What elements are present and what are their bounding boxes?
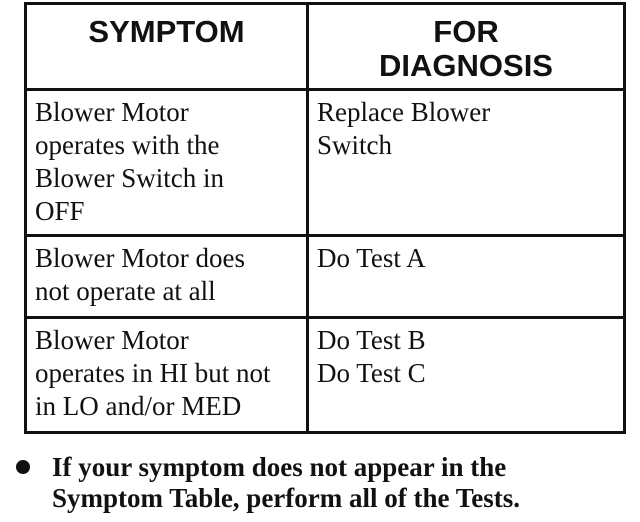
cell-line: Switch xyxy=(317,130,393,160)
cell-line: Do Test A xyxy=(317,243,426,273)
bullet-icon xyxy=(16,460,30,474)
header-diagnosis xyxy=(308,4,625,90)
header-symptom xyxy=(26,4,308,90)
table-row xyxy=(26,236,625,318)
cell-line: Blower Switch in xyxy=(35,163,224,193)
cell-line: not operate at all xyxy=(35,276,216,306)
table-row xyxy=(26,90,625,236)
cell-line: Do Test C xyxy=(317,358,426,388)
note xyxy=(16,452,626,514)
header-diagnosis-line1: FOR xyxy=(433,14,499,49)
cell-line: operates with the xyxy=(35,130,220,160)
note-line1: If your symptom does not appear in the xyxy=(52,452,507,482)
note-line2: Symptom Table, perform all of the Tests. xyxy=(52,483,521,513)
header-row xyxy=(26,4,625,90)
symptom-cell xyxy=(26,90,308,236)
cell-line: in LO and/or MED xyxy=(35,391,242,421)
symptom-cell xyxy=(26,318,308,433)
cell-line: Blower Motor xyxy=(35,97,189,127)
diagnosis-cell xyxy=(308,236,625,318)
table-row xyxy=(26,318,625,433)
diagnosis-cell xyxy=(308,90,625,236)
cell-line: Blower Motor does xyxy=(35,243,245,273)
cell-line: Blower Motor xyxy=(35,325,189,355)
diagnosis-cell xyxy=(308,318,625,433)
cell-line: OFF xyxy=(35,196,85,226)
symptom-cell xyxy=(26,236,308,318)
cell-line: Do Test B xyxy=(317,325,426,355)
header-diagnosis-line2: DIAGNOSIS xyxy=(379,48,553,83)
cell-line: operates in HI but not xyxy=(35,358,271,388)
symptom-table xyxy=(24,2,626,434)
cell-line: Replace Blower xyxy=(317,97,491,127)
header-symptom-label: SYMPTOM xyxy=(88,14,245,49)
